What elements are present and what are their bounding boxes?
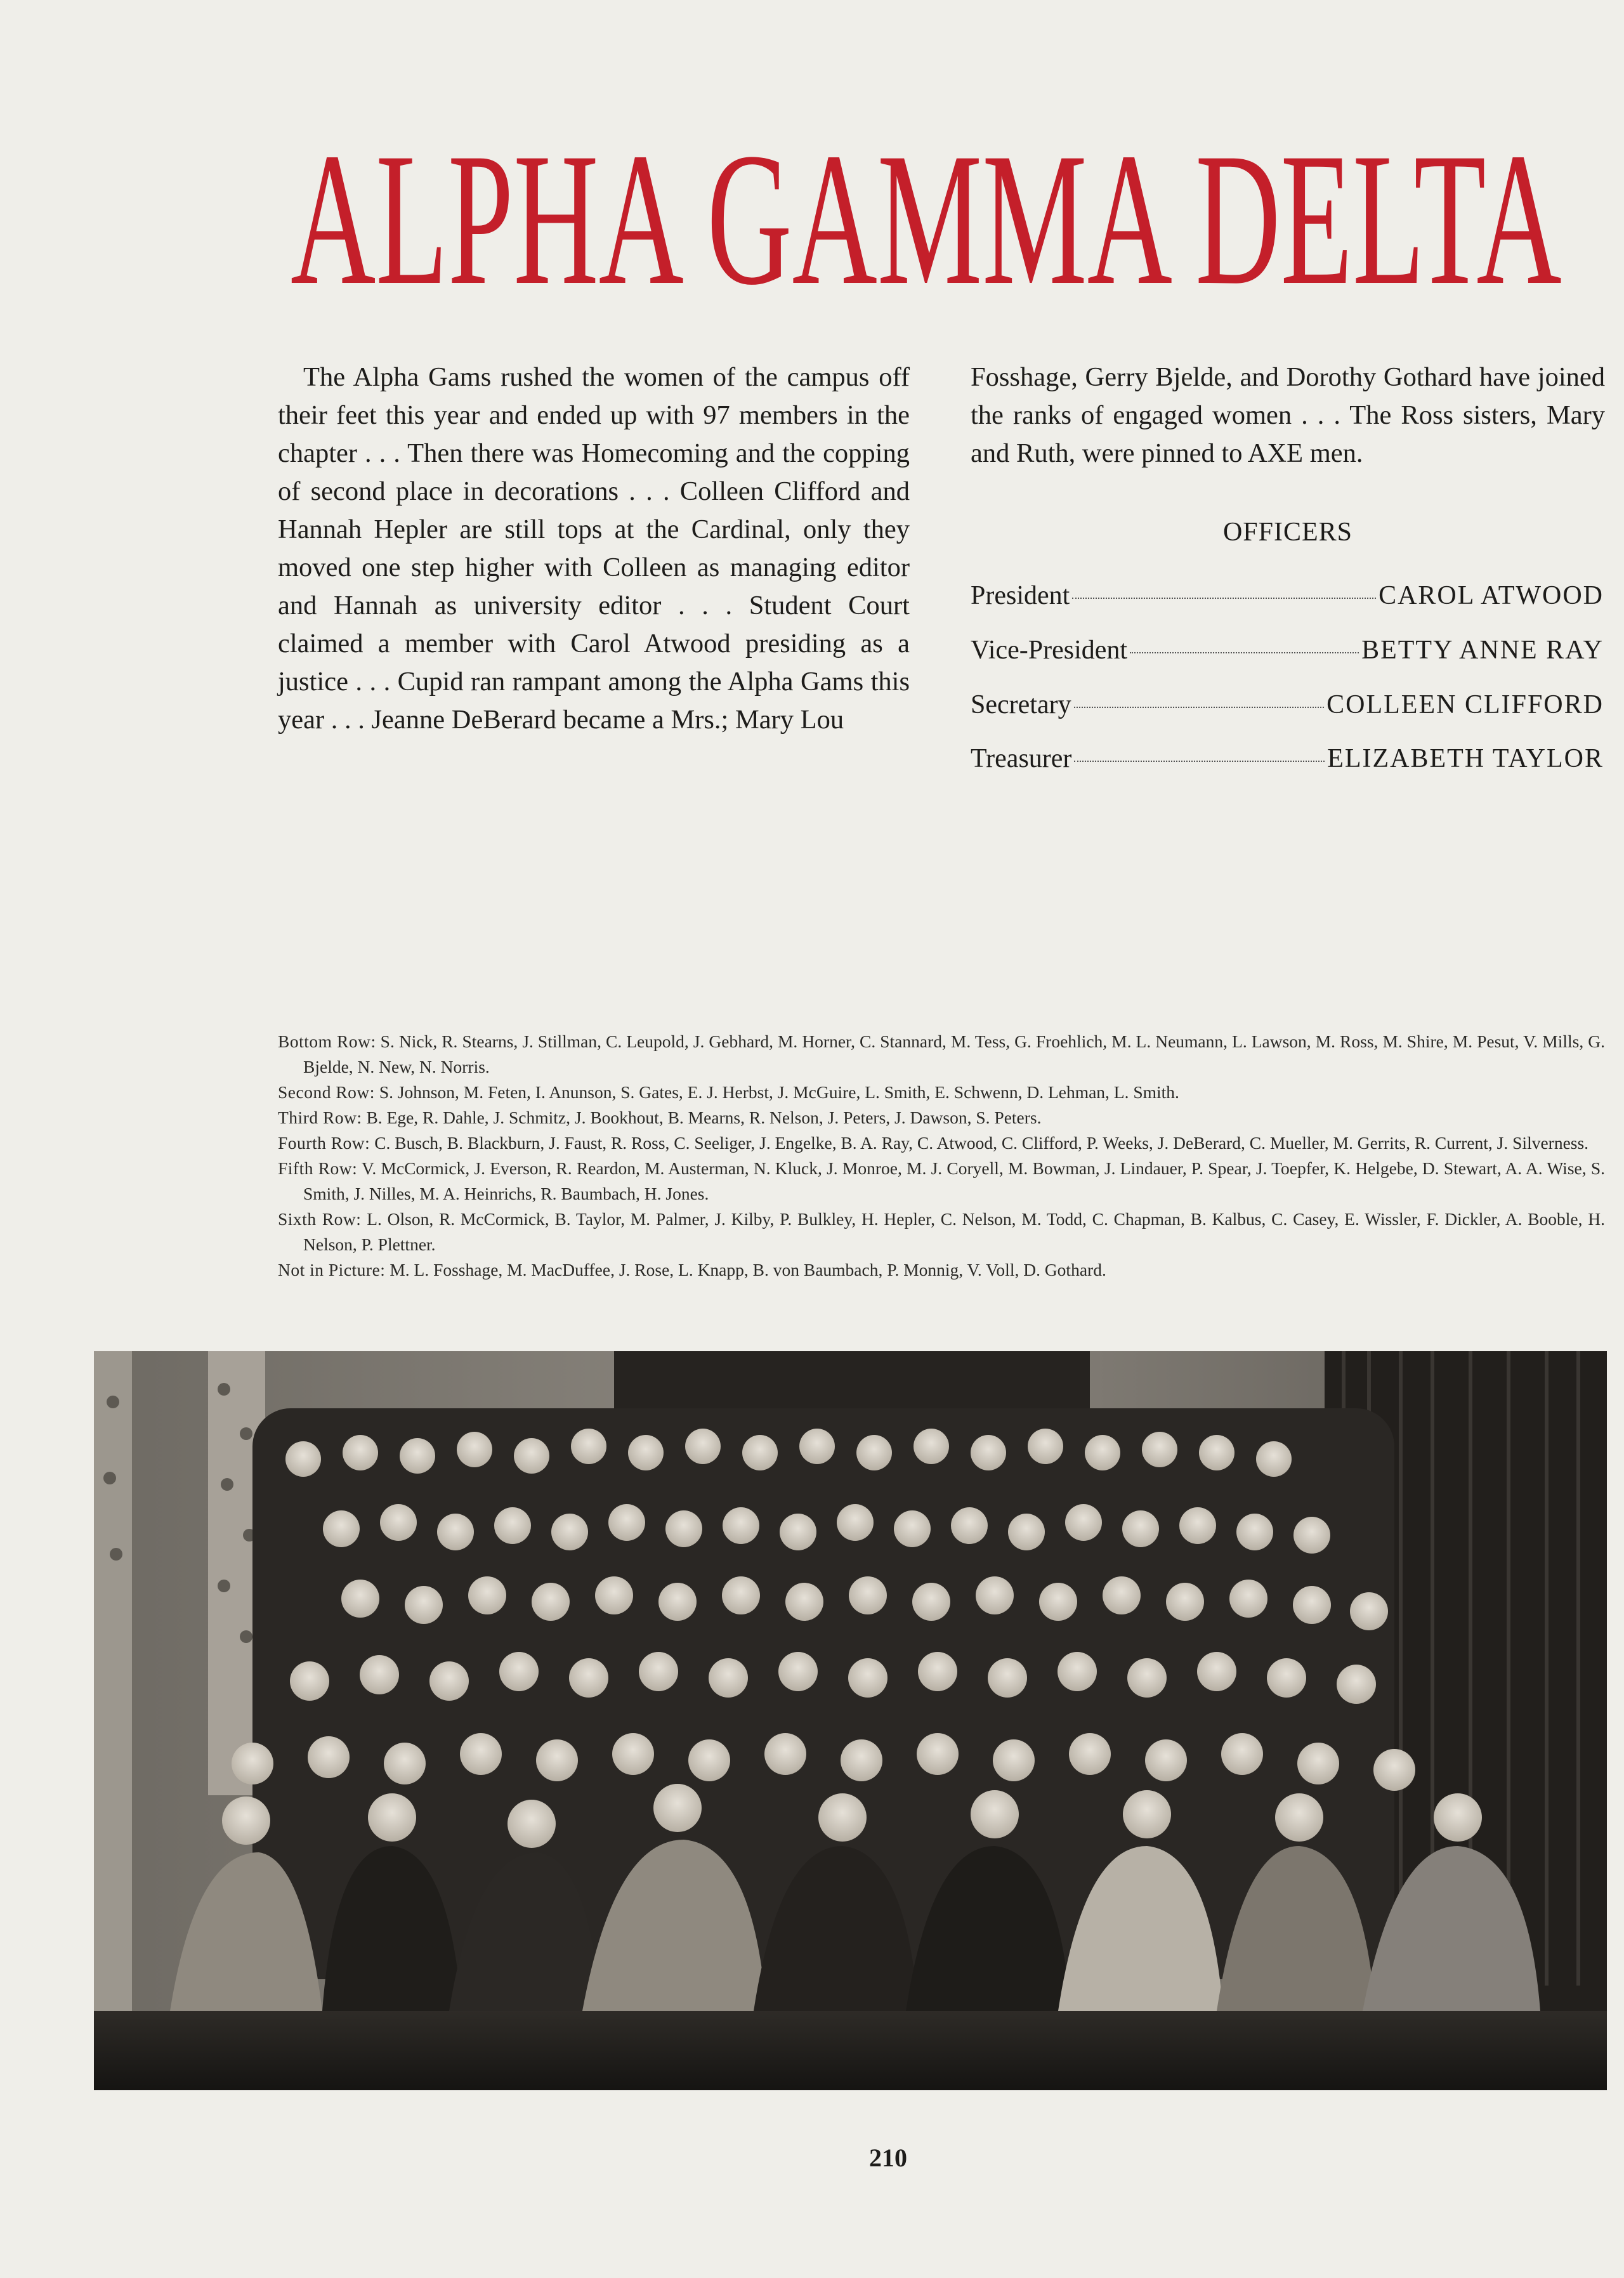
caption-row-names: M. L. Fosshage, M. MacDuffee, J. Rose, L. Knapp, B. von Baumbach, P. Monnig, V. Voll, D. Gothard. xyxy=(390,1260,1106,1280)
caption-row-names: L. Olson, R. McCormick, B. Taylor, M. Palmer, J. Kilby, P. Bulkley, H. Hepler, C. Nelson, M. Todd, C. Chapman, B. Kalbus, C. Casey, E. Wissler, F. Dickler, A. Booble, H. Nelson, P. Plettner. xyxy=(303,1209,1606,1254)
article-column-right xyxy=(971,358,1605,473)
article-column-left xyxy=(278,358,910,739)
officer-role: Vice-President xyxy=(971,636,1128,665)
caption-row-names: B. Ege, R. Dahle, J. Schmitz, J. Bookhout, B. Mearns, R. Nelson, J. Peters, J. Dawson, S. Peters. xyxy=(366,1108,1042,1127)
officer-name: BETTY ANNE RAY xyxy=(1361,636,1604,665)
caption-row xyxy=(278,1029,1605,1080)
officer-role: Secretary xyxy=(971,690,1071,719)
officer-row-vice-president xyxy=(971,635,1604,679)
caption-row-names: V. McCormick, J. Everson, R. Reardon, M. Austerman, N. Kluck, J. Monroe, M. J. Coryell, M. Bowman, J. Lindauer, P. Spear, J. Toepfer, K. Helgebe, D. Stewart, A. A. Wise, S. Smith, J. Nilles, M. A. Heinrichs, R. Baumbach, H. Jones. xyxy=(303,1158,1605,1203)
caption-row-label: Second Row: xyxy=(278,1082,375,1102)
caption-row-names: S. Nick, R. Stearns, J. Stillman, C. Leupold, J. Gebhard, M. Horner, C. Stannard, M. Tess, G. Froehlich, M. L. Neumann, L. Lawson, M. Ross, M. Shire, M. Pesut, V. Mills, G. Bjelde, N. New, N. Norris. xyxy=(303,1031,1606,1077)
dotted-leader xyxy=(1074,707,1325,708)
officer-row-president xyxy=(971,580,1604,625)
caption-row xyxy=(278,1130,1605,1156)
caption-row-label: Fifth Row: xyxy=(278,1158,358,1178)
photo-caption xyxy=(278,1029,1605,1283)
officer-row-secretary xyxy=(971,690,1604,734)
article-text-left: The Alpha Gams rushed the women of the campus off their feet this year and ended up with 97 members in the chapter . . . Then there was Homecoming and the copping of second place in decorations . . . Colleen Clifford and Hannah Hepler are still tops at the Cardinal, only they moved one step higher with Colleen as managing editor and Hannah as university editor . . . Student Court claimed a member with Carol Atwood presiding as a justice . . . Cupid ran rampant among the Alpha Gams this year . . . Jeanne DeBerard became a Mrs.; Mary Lou xyxy=(278,362,910,735)
officer-name: ELIZABETH TAYLOR xyxy=(1327,744,1604,773)
caption-row-names: S. Johnson, M. Feten, I. Anunson, S. Gates, E. J. Herbst, J. McGuire, L. Smith, E. Schwenn, D. Lehman, L. Smith. xyxy=(379,1082,1179,1102)
page-title: ALPHA GAMMA DELTA xyxy=(291,114,1562,324)
group-photo xyxy=(94,1351,1607,2090)
caption-row xyxy=(278,1105,1605,1130)
caption-row-label: Not in Picture: xyxy=(278,1260,386,1280)
caption-row-names: C. Busch, B. Blackburn, J. Faust, R. Ross, C. Seeliger, J. Engelke, B. A. Ray, C. Atwood, C. Clifford, P. Weeks, J. DeBerard, C. Mueller, M. Gerrits, R. Current, J. Silverness. xyxy=(374,1133,1589,1153)
officers-heading: OFFICERS xyxy=(1222,518,1353,547)
caption-row-label: Fourth Row: xyxy=(278,1133,370,1153)
officer-name: COLLEEN CLIFFORD xyxy=(1326,690,1604,719)
caption-row xyxy=(278,1080,1605,1105)
officer-name: CAROL ATWOOD xyxy=(1378,581,1604,610)
dotted-leader xyxy=(1130,652,1359,653)
officer-row-treasurer xyxy=(971,743,1604,788)
dotted-leader xyxy=(1074,761,1325,762)
caption-row-label: Third Row: xyxy=(278,1108,362,1127)
caption-row xyxy=(278,1156,1605,1207)
caption-row-label: Bottom Row: xyxy=(278,1031,376,1051)
officer-role: President xyxy=(971,581,1070,610)
page-number: 210 xyxy=(869,2144,907,2172)
article-text-right: Fosshage, Gerry Bjelde, and Dorothy Gothard have joined the ranks of engaged women . . . The Ross sisters, Mary and Ruth, were pinned to AXE men. xyxy=(971,362,1605,468)
caption-row xyxy=(278,1207,1605,1257)
caption-row xyxy=(278,1257,1605,1283)
group-photo-image xyxy=(94,1351,1607,2090)
caption-row-label: Sixth Row: xyxy=(278,1209,362,1229)
dotted-leader xyxy=(1072,598,1376,599)
officer-role: Treasurer xyxy=(971,744,1072,773)
